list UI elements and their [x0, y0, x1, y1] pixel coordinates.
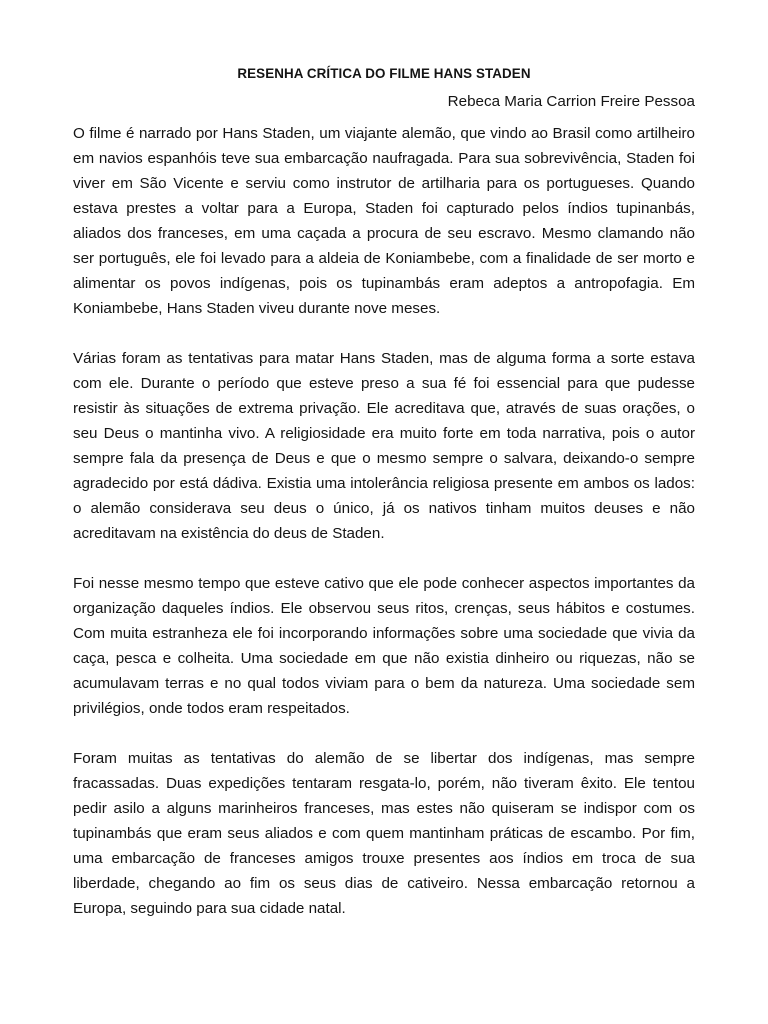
body-paragraph: Várias foram as tentativas para matar Hans Staden, mas de alguma forma a sorte estava com ele. Durante o período que esteve preso a sua fé foi essencial para que pudesse resistir às situações de extrema privação. Ele acreditava que, através de suas orações, o seu Deus o mantinha vivo. A religiosidade era muito forte em toda narrativa, pois o autor sempre fala da presença de Deus e que o mesmo sempre o salvara, deixando-o sempre agradecido por está dádiva. Existia uma intolerância religiosa presente em ambos os lados: o alemão considerava seu deus o único, já os nativos tinham muitos deuses e não acreditavam na existência do deus de Staden. [73, 350, 695, 542]
body-paragraph: Foi nesse mesmo tempo que esteve cativo que ele pode conhecer aspectos importantes da organização daqueles índios. Ele observou seus ritos, crenças, seus hábitos e costumes. Com muita estranheza ele foi incorporando informações sobre uma sociedade que vivia da caça, pesca e colheita. Uma sociedade em que não existia dinheiro ou riquezas, não se acumulavam terras e no qual todos viviam para o bem da natureza. Uma sociedade sem privilégios, onde todos eram respeitados. [73, 575, 695, 717]
document-title: RESENHA CRÍTICA DO FILME HANS STADEN [237, 66, 531, 81]
document-author: Rebeca Maria Carrion Freire Pessoa [447, 93, 695, 110]
body-paragraph: Foram muitas as tentativas do alemão de se libertar dos indígenas, mas sempre fracassadas. Duas expedições tentaram resgata-lo, porém, não tiveram êxito. Ele tentou pedir asilo a alguns marinheiros franceses, mas estes não quiseram se indispor com os tupinambás que eram seus aliados e com quem mantinham práticas de escambo. Por fim, uma embarcação de franceses amigos trouxe presentes aos índios em troca de sua liberdade, chegando ao fim os seus dias de cativeiro. Nessa embarcação retornou a Europa, seguindo para sua cidade natal. [73, 750, 695, 917]
body-paragraph: O filme é narrado por Hans Staden, um viajante alemão, que vindo ao Brasil como artilheiro em navios espanhóis teve sua embarcação naufragada. Para sua sobrevivência, Staden foi viver em São Vicente e serviu como instrutor de artilharia para os portugueses. Quando estava prestes a voltar para a Europa, Staden foi capturado pelos índios tupinanbás, aliados dos franceses, em uma caçada a procura de seu escravo. Mesmo clamando não ser português, ele foi levado para a aldeia de Koniambebe, com a finalidade de ser morto e alimentar os povos indígenas, pois os tupinambás eram adeptos a antropofagia. Em Koniambebe, Hans Staden viveu durante nove meses. [73, 125, 695, 317]
document-body [73, 121, 695, 921]
document-page [73, 64, 695, 921]
